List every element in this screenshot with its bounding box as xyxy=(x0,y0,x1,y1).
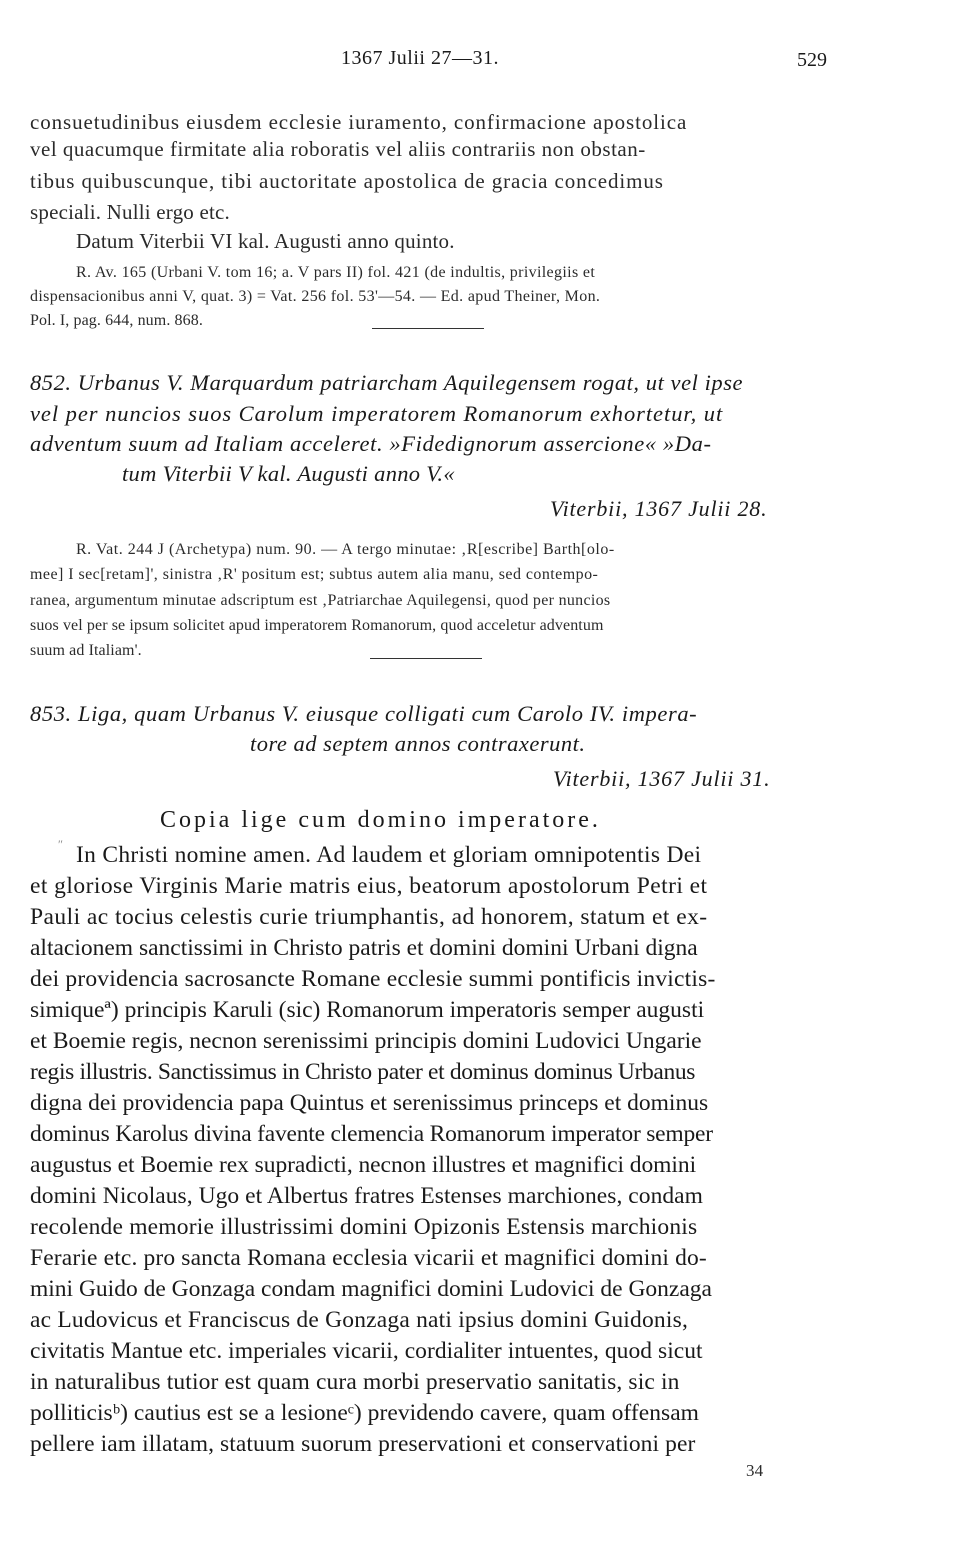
body-line: recolende memorie illustrissimi domini Opizonis Estensis marchionis xyxy=(30,1214,698,1240)
place-date: Viterbii, 1367 Julii 31. xyxy=(553,766,771,791)
body-line: Ferarie etc. pro sancta Romana ecclesia vicarii et magnifici domini do- xyxy=(30,1245,707,1271)
section-subtitle: Copia lige cum domino imperatore. xyxy=(160,807,601,833)
body-line: mini Guido de Gonzaga condam magnifici domini Ludovici de Gonzaga xyxy=(30,1276,712,1302)
body-line: et gloriose Virginis Marie matris eius, beatorum apostolorum Petri et xyxy=(30,873,708,899)
regest-line: adventum suum ad Italiam acceleret. »Fidedignorum assercione« »Da- xyxy=(30,431,712,456)
body-line: dei providencia sacrosancte Romane ecclesie summi pontificis invictis- xyxy=(30,966,716,992)
regest-line: tore ad septem annos contraxerunt. xyxy=(250,731,586,756)
footnote-line: mee] I sec[retam]', sinistra ‚R' positum est; subtus autem alia manu, sed contempo- xyxy=(30,566,599,583)
footnote-line: Pol. I, pag. 644, num. 868. xyxy=(30,312,203,329)
footnote-line: suum ad Italiam'. xyxy=(30,642,142,659)
footnote-line: R. Av. 165 (Urbani V. tom 16; a. V pars II) fol. 421 (de indultis, privilegiis et xyxy=(76,264,596,281)
body-line: regis illustris. Sanctissimus in Christo pater et dominus dominus Urbanus xyxy=(30,1059,696,1085)
place-date: Viterbii, 1367 Julii 28. xyxy=(550,496,768,521)
footnote-line: dispensacionibus anni V, quat. 3) = Vat. 256 fol. 53'—54. — Ed. apud Theiner, Mon. xyxy=(30,288,601,305)
text-line: speciali. Nulli ergo etc. xyxy=(30,200,230,224)
body-line: civitatis Mantue etc. imperiales vicarii, cordialiter intuentes, quod sicut xyxy=(30,1338,703,1364)
body-line: polliticisᵇ) cautius est se a lesioneᶜ) previdendo cavere, quam offensam xyxy=(30,1400,700,1426)
regest-line: 852. Urbanus V. Marquardum patriarcham Aquilegensem rogat, ut vel ipse xyxy=(30,370,744,395)
page-number: 529 xyxy=(797,49,827,71)
body-line: augustus et Boemie rex supradicti, necnon illustres et magnifici domini xyxy=(30,1152,697,1178)
body-line: digna dei providencia papa Quintus et serenissimus princeps et dominus xyxy=(30,1090,709,1116)
text-line: consuetudinibus eiusdem ecclesie iuramento, confirmacione apostolica xyxy=(30,110,688,134)
separator-rule xyxy=(370,658,482,659)
regest-line: 853. Liga, quam Urbanus V. eiusque colligati cum Carolo IV. impera- xyxy=(30,701,698,726)
separator-rule xyxy=(372,328,484,329)
regest-line: vel per nuncios suos Carolum imperatorem Romanorum exhortetur, ut xyxy=(30,401,724,426)
text-line: tibus quibuscunque, tibi auctoritate apostolica de gracia concedimus xyxy=(30,169,664,193)
body-line: dominus Karolus divina favente clemencia Romanorum imperator semper xyxy=(30,1121,713,1147)
initial-mark: ″ xyxy=(58,837,63,851)
body-line: simiqueª) principis Karuli (sic) Romanorum imperatoris semper augusti xyxy=(30,997,705,1023)
body-line: domini Nicolaus, Ugo et Albertus fratres Estenses marchiones, condam xyxy=(30,1183,703,1209)
regest-line: tum Viterbii V kal. Augusti anno V.« xyxy=(122,461,455,486)
body-line: Pauli ac tocius celestis curie triumphantis, ad honorem, statum et ex- xyxy=(30,904,708,930)
signature-mark: 34 xyxy=(746,1461,764,1480)
body-line: In Christi nomine amen. Ad laudem et gloriam omnipotentis Dei xyxy=(76,842,702,868)
body-line: altacionem sanctissimi in Christo patris et domini domini Urbani digna xyxy=(30,935,698,961)
running-title: 1367 Julii 27—31. xyxy=(341,47,499,69)
body-line: pellere iam illatam, statuum suorum preservationi et conservationi per xyxy=(30,1431,696,1457)
body-line: ac Ludovicus et Franciscus de Gonzaga nati ipsius domini Guidonis, xyxy=(30,1307,689,1333)
footnote-line: suos vel per se ipsum solicitet apud imperatorem Romanorum, quod acceletur adventum xyxy=(30,617,604,634)
body-line: in naturalibus tutior est quam cura morbi preservatio sanitatis, sic in xyxy=(30,1369,680,1395)
footnote-line: ranea, argumentum minutae adscriptum est ‚Patriarchae Aquilegensi, quod per nuncios xyxy=(30,592,611,609)
body-line: et Boemie regis, necnon serenissimi principis domini Ludovici Ungarie xyxy=(30,1028,702,1054)
text-line: vel quacumque firmitate alia roboratis vel aliis contrariis non obstan- xyxy=(30,137,646,161)
datum-line: Datum Viterbii VI kal. Augusti anno quinto. xyxy=(76,229,455,253)
footnote-line: R. Vat. 244 J (Archetypa) num. 90. — A tergo minutae: ‚R[escribe] Barth[olo- xyxy=(76,541,615,558)
